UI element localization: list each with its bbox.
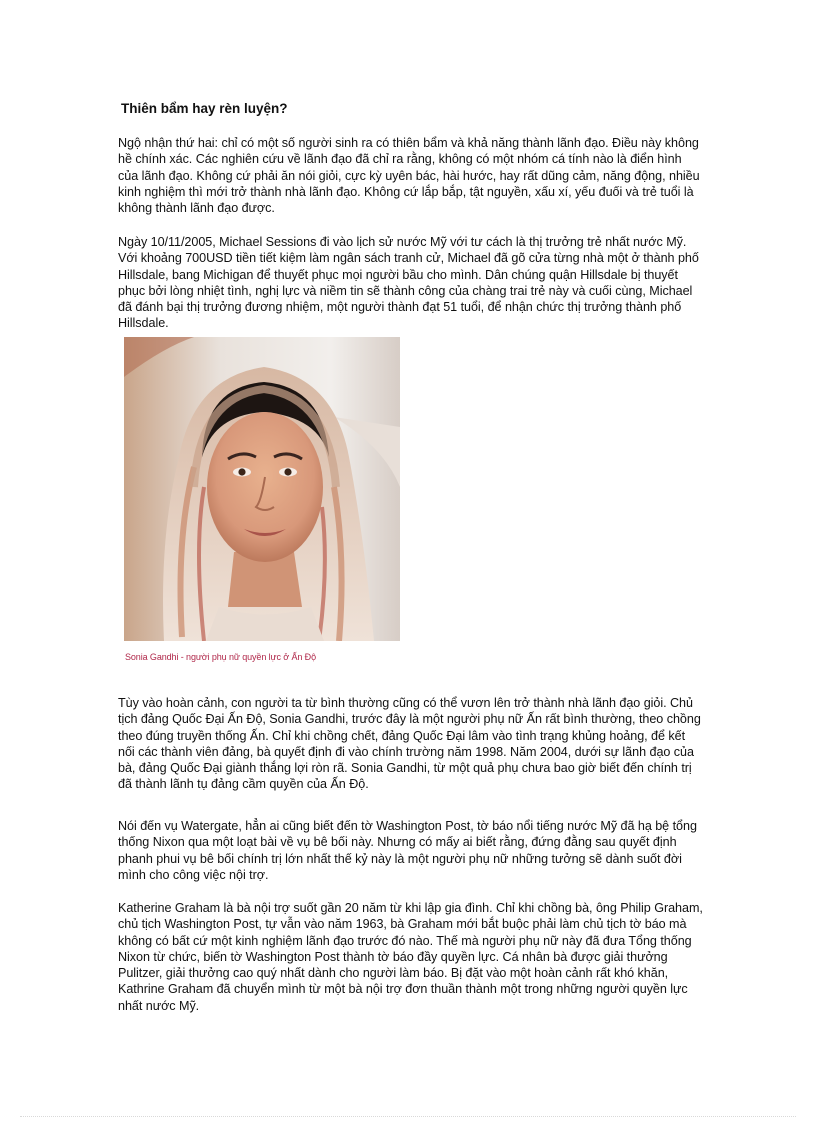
- section-heading: Thiên bẩm hay rèn luyện?: [121, 101, 288, 116]
- paragraph-sonia-gandhi: Tùy vào hoàn cảnh, con người ta từ bình thường cũng có thể vươn lên trở thành nhà lãnh đạo giỏi. Chủ tịch đảng Quốc Đại Ấn Độ, Sonia Gandhi, trước đây là một người phụ nữ Ấn rất bình thường, theo chồng theo đúng truyền thống Ấn. Chỉ khi chồng chết, đảng Quốc Đại lâm vào tình trạng khủng hoảng, để kết nối các thành viên đảng, bà quyết định đi vào chính trường năm 1998. Năm 2004, dưới sự lãnh đạo của bà, đảng Quốc Đại giành thắng lợi ròn rã. Sonia Gandhi, từ một quả phụ chưa bao giờ biết đến chính trị đã thành lãnh tụ đảng cầm quyền của Ấn Độ.: [118, 696, 701, 792]
- paragraph-myth-two: Ngộ nhận thứ hai: chỉ có một số người sinh ra có thiên bẩm và khả năng thành lãnh đạo. Điều này không hề chính xác. Các nghiên cứu về lãnh đạo đã chỉ ra rằng, không có một nhóm cá tính nào là điển hình của lãnh đạo. Không cứ phải ăn nói giỏi, cực kỳ uyên bác, hài hước, hay rất dũng cảm, năng động, nhiều kinh nghiệm thì mới trở thành nhà lãnh đạo. Không cứ lắp bắp, tật nguyền, xấu xí, yếu đuối và trẻ tuổi là không thành lãnh đạo được.: [118, 136, 700, 216]
- page-bottom-divider: [20, 1116, 796, 1117]
- paragraph-michael-sessions: Ngày 10/11/2005, Michael Sessions đi vào lịch sử nước Mỹ với tư cách là thị trưởng trẻ nhất nước Mỹ. Với khoảng 700USD tiền tiết kiệm làm ngân sách tranh cử, Michael đã gõ cửa từng nhà một ở thành phố Hillsdale, bang Michigan để thuyết phục mọi người bầu cho mình. Dân chúng quận Hillsdale bị thuyết phục bởi lòng nhiệt tình, nghị lực và niềm tin sẽ thành công của chàng trai trẻ này và cuối cùng, Michael đã đánh bại thị trưởng đương nhiệm, một người thành đạt 51 tuổi, để nhận chức thị trưởng thành phố Hillsdale.: [118, 235, 699, 331]
- portrait-photo: [124, 337, 400, 641]
- paragraph-watergate: Nói đến vụ Watergate, hẳn ai cũng biết đến tờ Washington Post, tờ báo nổi tiếng nước Mỹ đã hạ bệ tổng thống Nixon qua một loạt bài về vụ bê bối này. Nhưng có mấy ai biết rằng, đứng đằng sau quyết định phanh phui vụ bê bối chính trị lớn nhất thế kỷ này là một người phụ nữ những tưởng sẽ dành suốt đời mình cho công việc nội trợ.: [118, 819, 697, 882]
- photo-caption: Sonia Gandhi - người phụ nữ quyền lực ở Ấn Độ: [125, 652, 316, 662]
- paragraph-katherine-graham: Katherine Graham là bà nội trợ suốt gần 20 năm từ khi lập gia đình. Chỉ khi chồng bà, ông Philip Graham, chủ tịch Washington Post, tự vẫn vào năm 1963, bà Graham mới bắt buộc phải làm chủ tịch tờ báo mà không có bất cứ một kinh nghiệm lãnh đạo trước đó nào. Thế mà người phụ nữ này đã đưa Tổng thống Nixon từ chức, biến tờ Washington Post thành tờ báo đầy quyền lực. Cá nhân bà được giải thưởng Pulitzer, giải thưởng cao quý nhất dành cho người làm báo. Bị đặt vào một hoàn cảnh rất khó khăn, Kathrine Graham đã chuyển mình từ một bà nội trợ đơn thuần thành một trong những người quyền lực nhất nước Mỹ.: [118, 901, 703, 1013]
